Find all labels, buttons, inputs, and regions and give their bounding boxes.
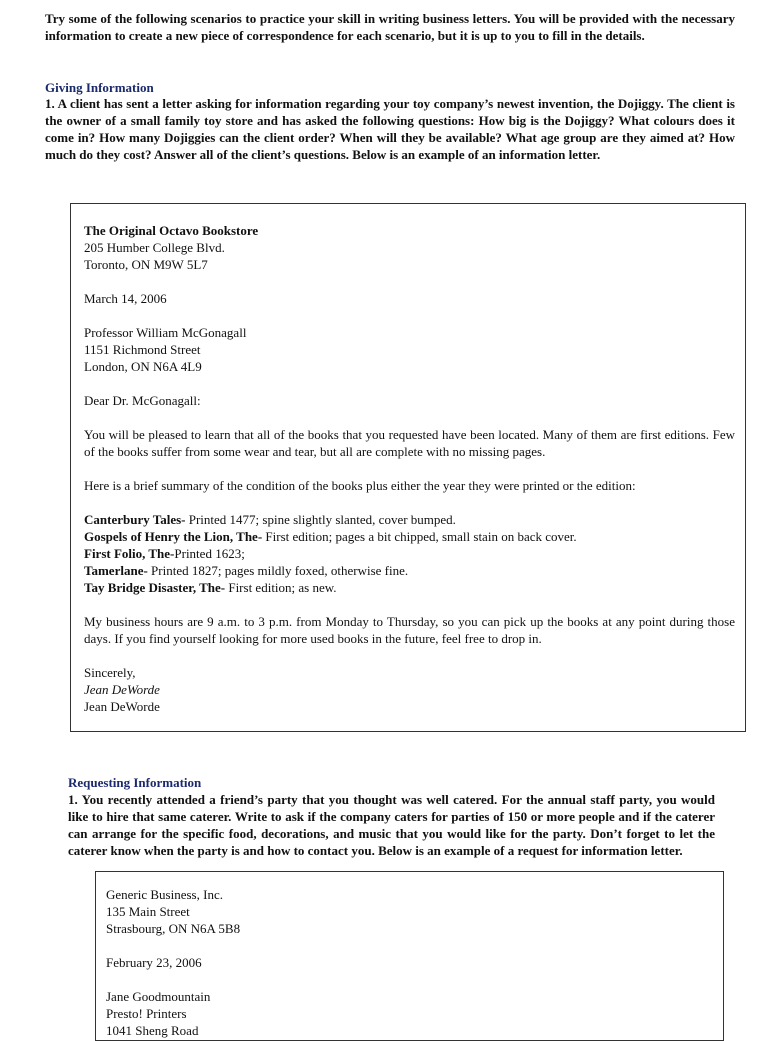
sender-name: Generic Business, Inc. (106, 887, 223, 902)
book-title: Gospels of Henry the Lion, The- (84, 529, 263, 544)
book-list-item (84, 528, 735, 545)
giving-information-prompt: 1. A client has sent a letter asking for information regarding your toy company’s newest invention, the Dojiggy. The client is the owner of a small family toy store and has asked the following questions: How big is the Dojiggy? What colours does it come in? How many Dojiggies can the client order? When will they be available? What age group are they aimed at? How much do they cost? Answer all of the client’s questions. Below is an example of an information letter. (45, 96, 735, 162)
signature: Jean DeWorde (84, 682, 160, 697)
book-title: Canterbury Tales- (84, 512, 186, 527)
book-detail: Printed 1827; pages mildly foxed, otherwise fine. (147, 563, 409, 578)
salutation: Dear Dr. McGonagall: (84, 393, 201, 408)
giving-information-heading: Giving Information (45, 80, 154, 95)
sender-street: 135 Main Street (106, 904, 190, 919)
closing: Sincerely, (84, 665, 136, 680)
request-letter-example (95, 871, 724, 1041)
letter-paragraph-3: My business hours are 9 a.m. to 3 p.m. from Monday to Thursday, so you can pick up the books at any point during those days. If you find yourself looking for more used books in the future, feel free to drop in. (84, 614, 735, 646)
requesting-information-prompt: 1. You recently attended a friend’s party that you thought was well catered. For the annual staff party, you would like to hire that same caterer. Write to ask if the company caters for parties of 150 or more people and if the caterer can arrange for the specific food, decorations, and music that you would like for the party. Don’t forget to let the caterer know when the party is and how to contact you. Below is an example of a request for information letter. (68, 792, 715, 858)
information-letter-example (70, 203, 746, 732)
book-title: Tamerlane- (84, 563, 148, 578)
book-list-item (84, 545, 735, 562)
sender-city: Toronto, ON M9W 5L7 (84, 257, 208, 272)
recipient-company: Presto! Printers (106, 1006, 187, 1021)
sender-street: 205 Humber College Blvd. (84, 240, 225, 255)
book-list-item (84, 511, 735, 528)
recipient-name: Jane Goodmountain (106, 989, 211, 1004)
book-detail: Printed 1477; spine slightly slanted, cover bumped. (185, 512, 456, 527)
book-detail: First edition; pages a bit chipped, small stain on back cover. (262, 529, 577, 544)
book-list-item (84, 579, 735, 596)
letter-paragraph-1: You will be pleased to learn that all of the books that you requested have been located. Many of them are first editions. Few of the books suffer from some wear and tear, but all are complete with no missing pages. (84, 427, 735, 459)
sender-name: The Original Octavo Bookstore (84, 223, 259, 238)
typed-name: Jean DeWorde (84, 699, 160, 714)
recipient-name: Professor William McGonagall (84, 325, 247, 340)
book-detail: Printed 1623; (174, 546, 245, 561)
letter-paragraph-2: Here is a brief summary of the condition of the books plus either the year they were printed or the edition: (84, 478, 636, 493)
letter-date: February 23, 2006 (106, 955, 202, 970)
book-title: Tay Bridge Disaster, The- (84, 580, 226, 595)
recipient-street: 1041 Sheng Road (106, 1023, 199, 1038)
book-list (84, 511, 735, 596)
recipient-street: 1151 Richmond Street (84, 342, 201, 357)
book-detail: First edition; as new. (225, 580, 337, 595)
book-list-item (84, 562, 735, 579)
book-title: First Folio, The- (84, 546, 175, 561)
letter-date: March 14, 2006 (84, 291, 167, 306)
intro-paragraph: Try some of the following scenarios to practice your skill in writing business letters. You will be provided with the necessary information to create a new piece of correspondence for each scenario, but it is up to you to fill in the details. (45, 11, 735, 43)
requesting-information-heading: Requesting Information (68, 775, 202, 790)
recipient-city: London, ON N6A 4L9 (84, 359, 202, 374)
sender-city: Strasbourg, ON N6A 5B8 (106, 921, 241, 936)
